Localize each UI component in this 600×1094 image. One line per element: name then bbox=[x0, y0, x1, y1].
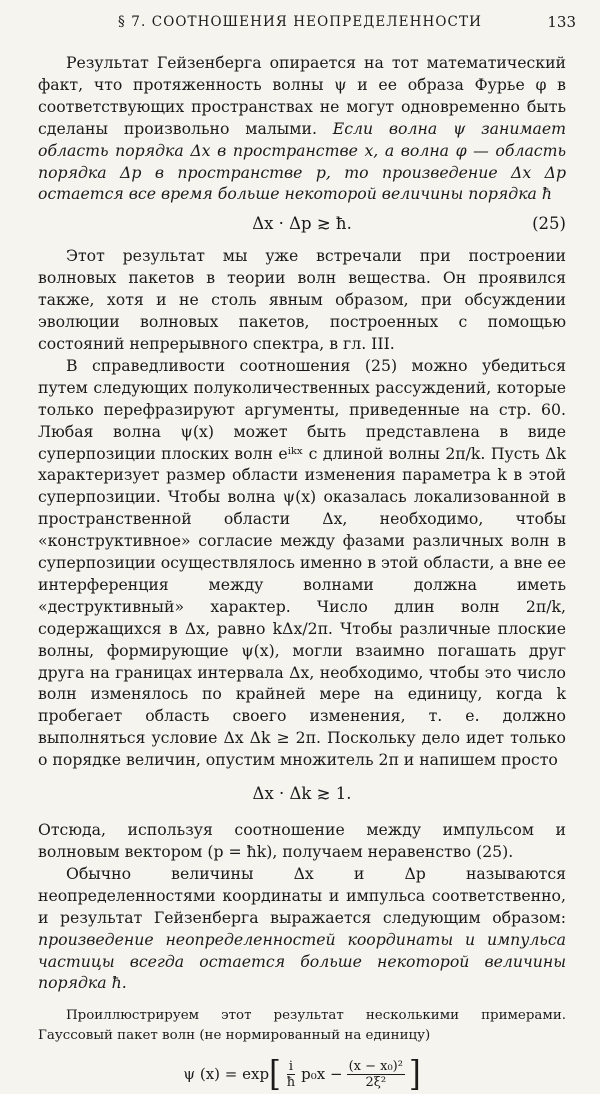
paragraph-heisenberg-italic: Если волна ψ занимает область порядка Δx в пространстве x, а волна φ — область порядка Δp в пространстве p, то произведение Δx Δp остается все время больше некоторой величины порядка ħ bbox=[38, 118, 566, 204]
page-number: 133 bbox=[547, 13, 576, 31]
left-bracket: [ bbox=[269, 1054, 281, 1094]
fraction-i-over-hbar bbox=[285, 1059, 297, 1090]
equation-dxdk-body: Δx · Δk ≳ 1. bbox=[252, 784, 352, 804]
paragraph-momentum: Отсюда, используя соотношение между импульсом и волновым вектором (p = ħk), получаем неравенство (25). bbox=[38, 820, 566, 861]
equation-25-number: (25) bbox=[532, 214, 566, 234]
equation-25-body: Δx · Δp ≳ ħ. bbox=[252, 214, 352, 234]
paragraph-uncertainties-plain: Обычно величины Δx и Δp называются неопределенностями координаты и импульса соответственно, и результат Гейзенберга выражается следующим образом: bbox=[38, 863, 566, 927]
right-bracket: ] bbox=[408, 1054, 421, 1094]
gauss-denominator: 2ξ² bbox=[365, 1075, 387, 1091]
gauss-i: i bbox=[288, 1059, 294, 1075]
paragraph-uncertainties bbox=[38, 863, 566, 994]
running-title: § 7. СООТНОШЕНИЯ НЕОПРЕДЕЛЕННОСТИ bbox=[118, 14, 482, 30]
gauss-numerator: (x − x₀)² bbox=[348, 1059, 403, 1075]
paragraph-heisenberg bbox=[38, 52, 566, 205]
gauss-hbar: ħ bbox=[286, 1075, 296, 1091]
paragraph-gaussian-intro: Проиллюстрируем этот результат несколькими примерами. Гауссовый пакет волн (не нормированный на единицу) bbox=[38, 1008, 566, 1043]
paragraph-uncertainties-italic: произведение неопределенностей координаты и импульса частицы всегда остается больше некоторой величины порядка ħ. bbox=[38, 929, 566, 993]
fraction-gaussian bbox=[347, 1059, 405, 1090]
equation-dxdk bbox=[38, 781, 566, 807]
equation-25 bbox=[38, 211, 566, 237]
gauss-p0x: p₀x − bbox=[301, 1064, 343, 1083]
gauss-lhs: ψ (x) = exp bbox=[183, 1064, 270, 1083]
body-text bbox=[38, 52, 566, 1094]
page-header bbox=[0, 14, 600, 36]
paragraph-heisenberg-plain: Результат Гейзенберга опирается на тот математический факт, что протяженность волны ψ и ее образа Фурье φ в соответствующих пространствах не могут одновременно быть сделаны произвольно малыми. bbox=[38, 53, 566, 138]
paragraph-justification: В справедливости соотношения (25) можно убедиться путем следующих полуколичественных рассуждений, которые только перефразируют аргументы, приведенные на стр. 60. Любая волна ψ(x) может быть представлена в виде суперпозиции плоских волн eⁱᵏˣ с длиной волны 2π/k. Пусть Δk характеризует размер области изменения параметра k в этой суперпозиции. Чтобы волна ψ(x) оказалась локализованной в пространственной области Δx, необходимо, чтобы «конструктивное» согласие между фазами различных волн в суперпозиции осуществлялось именно в этой области, а вне ее интерференция между волнами должна иметь «деструктивный» характер. Число длин волн 2π/k, содержащихся в Δx, равно kΔx/2π. Чтобы различные плоские волны, формирующие ψ(x), могли взаимно погашать друг друга на границах интервала Δx, необходимо, чтобы это число волн изменялось по крайней мере на единицу, когда k пробегает область своего изменения, т. е. должно выполняться условие Δx Δk ≥ 2π. Поскольку дело идет только о порядке величин, опустим множитель 2π и напишем просто bbox=[38, 355, 566, 770]
paragraph-wave-packets: Этот результат мы уже встречали при построении волновых пакетов в теории волн вещества. Он проявился также, хотя и не столь явным образом, при обсуждении эволюции волновых пакетов, построенных с помощью состояний непрерывного спектра, в гл. III. bbox=[38, 246, 566, 353]
equation-gaussian bbox=[38, 1054, 566, 1094]
